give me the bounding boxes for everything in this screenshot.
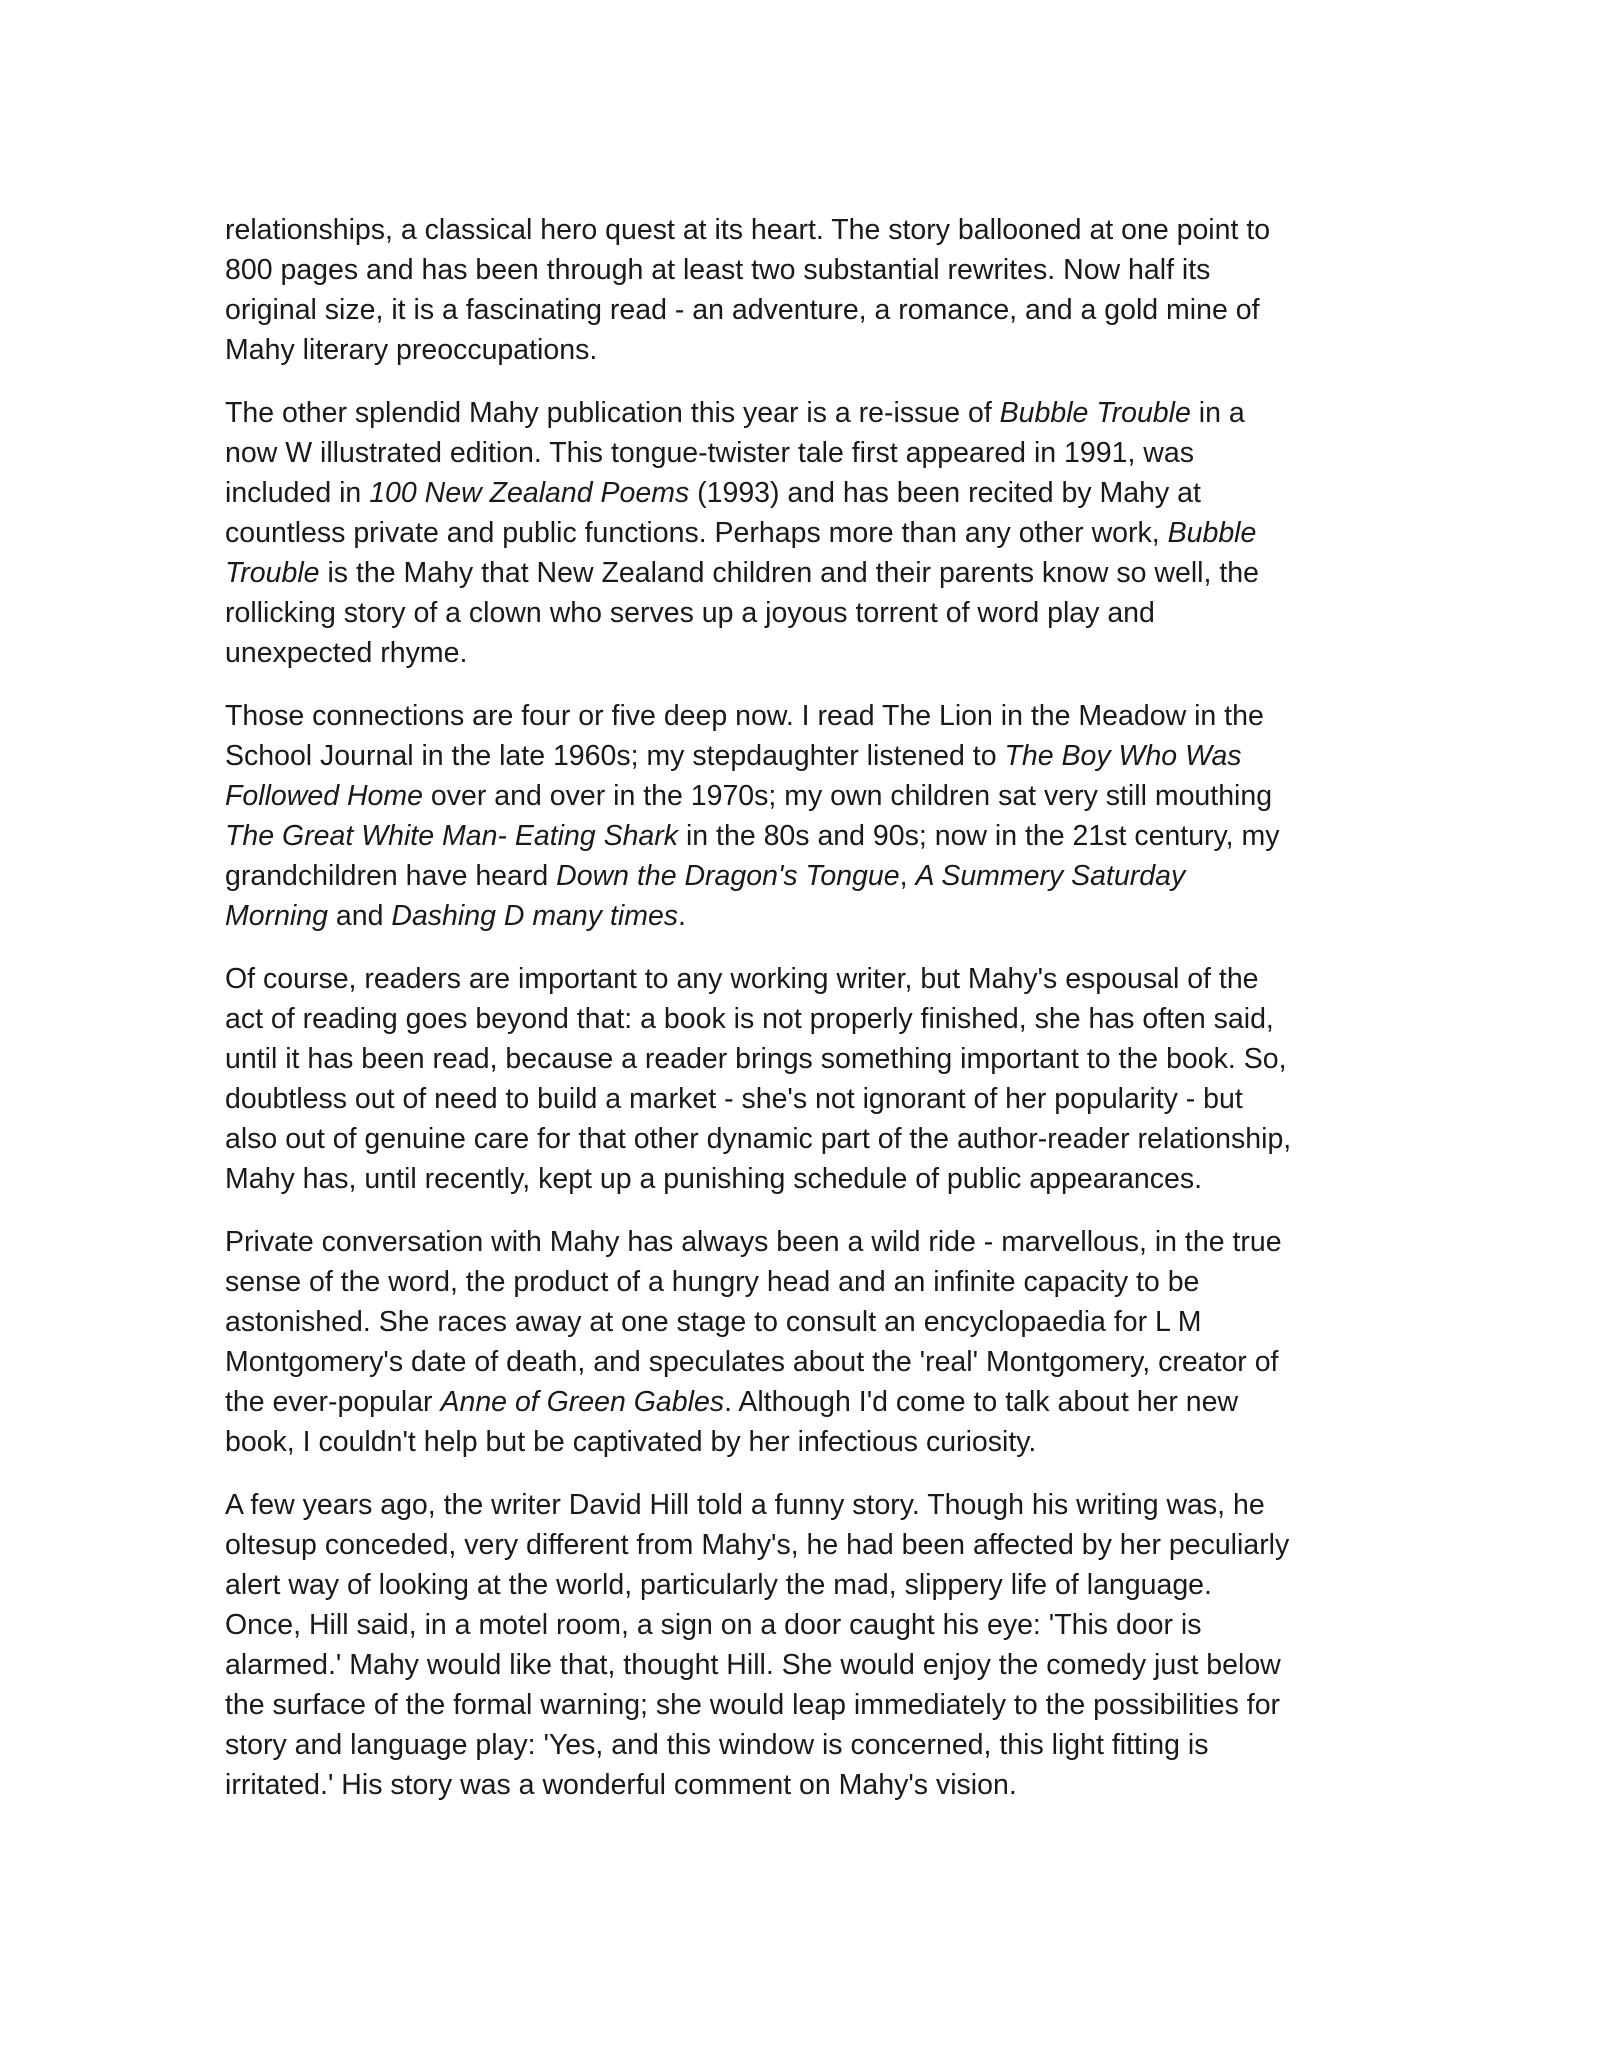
text-run: School Journal in the late 1960s; my stepdaughter listened to — [225, 740, 1005, 772]
text-line — [225, 1302, 1375, 1342]
text-run: the surface of the formal warning; she would leap immediately to the possibilities for — [225, 1689, 1281, 1721]
text-line — [225, 290, 1375, 330]
text-line — [225, 999, 1375, 1039]
text-line — [225, 1525, 1375, 1565]
text-run: Those connections are four or five deep now. I read The Lion in the Meadow in the — [225, 700, 1264, 732]
text-line — [225, 816, 1375, 856]
italic-title: Dashing D many times — [391, 900, 679, 932]
text-line — [225, 1039, 1375, 1079]
italic-title: Trouble — [225, 557, 320, 589]
italic-title: 100 New Zealand Poems — [369, 477, 690, 509]
text-run: doubtless out of need to build a market - she's not ignorant of her popularity - but — [225, 1083, 1243, 1115]
text-run: also out of genuine care for that other dynamic part of the author-reader relationship, — [225, 1123, 1292, 1155]
text-run: The other splendid Mahy publication this year is a re-issue of — [225, 397, 1000, 429]
text-run: grandchildren have heard — [225, 860, 557, 892]
text-run: in the 80s and 90s; now in the 21st century, my — [678, 820, 1280, 852]
text-run: Private conversation with Mahy has always been a wild ride - marvellous, in the true — [225, 1226, 1282, 1258]
text-run: alarmed.' Mahy would like that, thought Hill. She would enjoy the comedy just below — [225, 1649, 1281, 1681]
text-line — [225, 553, 1375, 593]
text-line — [225, 1382, 1375, 1422]
text-line — [225, 330, 1375, 370]
text-line — [225, 250, 1375, 290]
text-line — [225, 1342, 1375, 1382]
text-run: is the Mahy that New Zealand children and their parents know so well, the — [319, 557, 1259, 589]
text-run: . — [678, 900, 686, 932]
text-line — [225, 593, 1375, 633]
text-run: story and language play: 'Yes, and this window is concerned, this light fitting is — [225, 1729, 1209, 1761]
text-run: included in — [225, 477, 370, 509]
italic-title: Followed Home — [225, 780, 423, 812]
text-run: Once, Hill said, in a motel room, a sign on a door caught his eye: 'This door is — [225, 1609, 1202, 1641]
text-run: unexpected rhyme. — [225, 637, 468, 669]
paragraph — [225, 1222, 1375, 1462]
text-run: Mahy has, until recently, kept up a punishing schedule of public appearances. — [225, 1163, 1203, 1195]
italic-title: A Summery Saturday — [915, 860, 1186, 892]
italic-title: Down the Dragon's Tongue — [556, 860, 900, 892]
text-run: act of reading goes beyond that: a book is not properly finished, she has often said, — [225, 1003, 1274, 1035]
text-line — [225, 696, 1375, 736]
italic-title: Bubble Trouble — [999, 397, 1191, 429]
italic-title: The Boy Who Was — [1004, 740, 1242, 772]
text-run: over and over in the 1970s; my own children sat very still mouthing — [423, 780, 1273, 812]
text-run: astonished. She races away at one stage to consult an encyclopaedia for L M — [225, 1306, 1202, 1338]
text-line — [225, 1765, 1375, 1805]
text-line — [225, 896, 1375, 936]
text-line — [225, 1485, 1375, 1525]
paragraph — [225, 1485, 1375, 1805]
paragraph — [225, 959, 1375, 1199]
text-run: alert way of looking at the world, particularly the mad, slippery life of language. — [225, 1569, 1212, 1601]
italic-title: Anne of Green Gables — [440, 1386, 725, 1418]
text-run: oltesup conceded, very different from Mahy's, he had been affected by her peculiarly — [225, 1529, 1290, 1561]
text-run: 800 pages and has been through at least two substantial rewrites. Now half its — [225, 254, 1211, 286]
text-run: Montgomery's date of death, and speculates about the 'real' Montgomery, creator of — [225, 1346, 1279, 1378]
text-line — [225, 1222, 1375, 1262]
text-line — [225, 1422, 1375, 1462]
italic-title: Bubble — [1167, 517, 1257, 549]
paragraph — [225, 210, 1375, 370]
text-run: until it has been read, because a reader brings something important to the book. So, — [225, 1043, 1287, 1075]
text-run: irritated.' His story was a wonderful comment on Mahy's vision. — [225, 1769, 1017, 1801]
text-run: now W illustrated edition. This tongue-twister tale first appeared in 1991, was — [225, 437, 1194, 469]
text-line — [225, 856, 1375, 896]
text-line — [225, 959, 1375, 999]
text-line — [225, 736, 1375, 776]
text-line — [225, 1159, 1375, 1199]
text-run: A few years ago, the writer David Hill told a funny story. Though his writing was, he — [225, 1489, 1265, 1521]
text-line — [225, 1262, 1375, 1302]
text-line — [225, 776, 1375, 816]
text-run: the ever-popular — [225, 1386, 441, 1418]
text-run: in a — [1190, 397, 1245, 429]
paragraph — [225, 696, 1375, 936]
text-run: book, I couldn't help but be captivated by her infectious curiosity. — [225, 1426, 1037, 1458]
paragraph — [225, 393, 1375, 673]
text-line — [225, 1685, 1375, 1725]
text-line — [225, 210, 1375, 250]
text-line — [225, 433, 1375, 473]
text-run: relationships, a classical hero quest at its heart. The story ballooned at one point to — [225, 214, 1271, 246]
text-line — [225, 1119, 1375, 1159]
text-line — [225, 633, 1375, 673]
text-line — [225, 1605, 1375, 1645]
text-line — [225, 473, 1375, 513]
text-run: Mahy literary preoccupations. — [225, 334, 598, 366]
text-run: sense of the word, the product of a hungry head and an infinite capacity to be — [225, 1266, 1200, 1298]
italic-title: The Great White Man- Eating Shark — [225, 820, 679, 852]
text-line — [225, 1079, 1375, 1119]
text-run: and — [327, 900, 392, 932]
text-line — [225, 1565, 1375, 1605]
document-page — [225, 210, 1375, 1828]
text-line — [225, 1645, 1375, 1685]
text-run: . Although I'd come to talk about her new — [724, 1386, 1239, 1418]
text-run: rollicking story of a clown who serves up a joyous torrent of word play and — [225, 597, 1155, 629]
text-run: Of course, readers are important to any working writer, but Mahy's espousal of the — [225, 963, 1259, 995]
text-run: (1993) and has been recited by Mahy at — [689, 477, 1201, 509]
text-run: countless private and public functions. Perhaps more than any other work, — [225, 517, 1168, 549]
text-line — [225, 1725, 1375, 1765]
text-run: original size, it is a fascinating read - an adventure, a romance, and a gold mine of — [225, 294, 1260, 326]
text-run: , — [899, 860, 916, 892]
text-line — [225, 393, 1375, 433]
text-line — [225, 513, 1375, 553]
italic-title: Morning — [225, 900, 328, 932]
